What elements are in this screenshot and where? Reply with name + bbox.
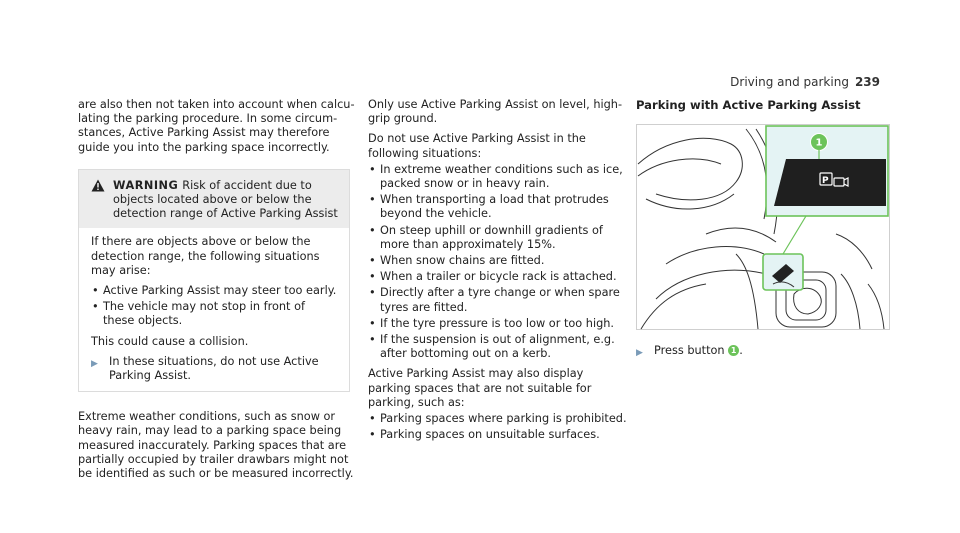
warning-header <box>79 170 349 229</box>
list-item: • If the suspension is out of alignment, e.g. after bottoming out on a kerb. <box>368 333 628 361</box>
situations-list <box>368 163 628 362</box>
column-1 <box>78 98 358 487</box>
list-item: • Active Parking Assist may steer too early. <box>91 284 339 298</box>
list-item: • When a trailer or bicycle rack is attached. <box>368 270 628 284</box>
console-drawing <box>636 124 890 330</box>
action-arrow-icon: ▶ <box>91 358 98 369</box>
paragraph: Do not use Active Parking Assist in the following situations: <box>368 132 586 160</box>
warning-list <box>91 284 339 329</box>
column-3 <box>636 98 896 360</box>
warning-box <box>78 169 350 392</box>
page-header <box>730 75 880 89</box>
list-item: • Parking spaces on unsuitable surfaces. <box>368 428 628 442</box>
outro-paragraph: Extreme weather conditions, such as snow or heavy rain, may lead to a parking space being measured inaccurately. Parking spaces that are partially occupied by trailer drawbars might not be identified as such or be measured incorrectly. <box>78 410 354 481</box>
callout-number: 1 <box>815 137 823 149</box>
list-item: • Parking spaces where parking is prohibited. <box>368 412 628 426</box>
warning-action <box>91 355 339 383</box>
warning-body <box>79 228 349 391</box>
warning-triangle-icon <box>91 179 113 222</box>
section-heading: Parking with Active Parking Assist <box>636 98 861 112</box>
step-text <box>654 344 743 360</box>
warning-text: If there are objects above or below the detection range, the following situations may arise: <box>91 235 320 277</box>
list-item: • In extreme weather conditions such as ice, packed snow or in heavy rain. <box>368 163 628 191</box>
column-2 <box>368 98 628 448</box>
center-console-illustration <box>636 124 890 330</box>
list-item: • When transporting a load that protrudes beyond the vehicle. <box>368 193 628 221</box>
warning-title: WARNING <box>113 178 179 192</box>
warning-heading: Risk of accident due to objects located above or below the detection range of Active Parking Assist <box>113 178 338 221</box>
list-item: • Directly after a tyre change or when spare tyres are fitted. <box>368 286 628 314</box>
unsuitable-list <box>368 412 628 442</box>
warning-result: This could cause a collision. <box>91 334 249 348</box>
button-callout-badge: 1 <box>728 345 739 356</box>
section-title: Driving and parking <box>730 75 849 89</box>
list-item: • The vehicle may not stop in front of these objects. <box>91 300 339 328</box>
svg-text:P: P <box>822 176 829 187</box>
list-item: • If the tyre pressure is too low or too high. <box>368 317 628 331</box>
action-arrow-icon: ▶ <box>636 348 643 359</box>
list-item: • When snow chains are fitted. <box>368 254 628 268</box>
action-step <box>636 344 896 360</box>
page-number: 239 <box>854 75 880 89</box>
step-end: . <box>739 344 743 358</box>
step-label: Press button <box>654 344 725 358</box>
paragraph: Only use Active Parking Assist on level, high-grip ground. <box>368 98 623 126</box>
paragraph: Active Parking Assist may also display parking spaces that are not suitable for parking, such as: <box>368 367 592 409</box>
warning-action-text: In these situations, do not use Active Parking Assist. <box>109 354 319 383</box>
list-item: • On steep uphill or downhill gradients of more than approximately 15%. <box>368 224 628 252</box>
intro-paragraph: are also then not taken into account when calcu-lating the parking procedure. In some circum-stances, Active Parking Assist may therefore guide you into the parking space incorrectly. <box>78 98 355 154</box>
